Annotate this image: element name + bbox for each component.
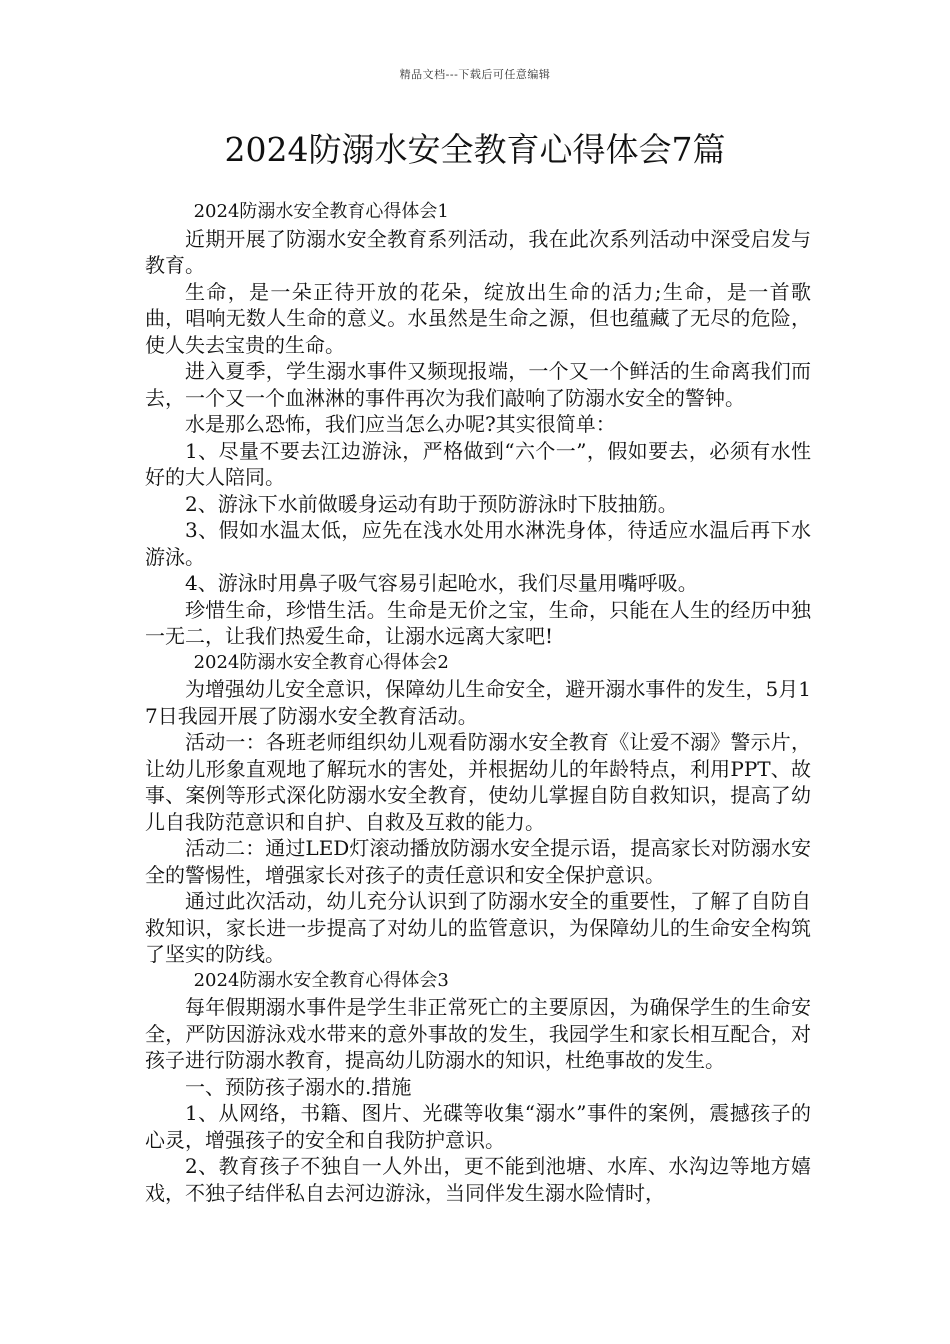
paragraph: 近期开展了防溺水安全教育系列活动，我在此次系列活动中深受启发与教育。 (145, 226, 811, 277)
header-note: 精品文档---下载后可任意编辑 (399, 68, 551, 81)
paragraph: 水是那么恐怖，我们应当怎么办呢?其实很简单： (185, 412, 616, 436)
paragraph: 通过此次活动，幼儿充分认识到了防溺水安全的重要性，了解了自防自救知识，家长进一步提高了对幼儿的监管意识，为保障幼儿的生命安全构筑了坚实的防线。 (145, 889, 811, 966)
paragraph: 活动一：各班老师组织幼儿观看防溺水安全教育《让爱不溺》警示片，让幼儿形象直观地了解玩水的害处，并根据幼儿的年龄特点，利用PPT、故事、案例等形式深化防溺水安全教育，使幼儿掌握自防自救知识，提高了幼儿自我防范意识和自护、自救及互救的能力。 (145, 730, 811, 834)
list-item: 4、游泳时用鼻子吸气容易引起呛水，我们尽量用嘴呼吸。 (185, 571, 698, 595)
paragraph: 珍惜生命，珍惜生活。生命是无价之宝，生命，只能在人生的经历中独一无二，让我们热爱生命，让溺水远离大家吧! (145, 597, 811, 648)
list-item: 1、尽量不要去江边游泳，严格做到“六个一”，假如要去，必须有水性好的大人陪同。 (145, 438, 811, 489)
paragraph: 每年假期溺水事件是学生非正常死亡的主要原因，为确保学生的生命安全，严防因游泳戏水带来的意外事故的发生，我园学生和家长相互配合，对孩子进行防溺水教育，提高幼儿防溺水的知识，杜绝事故的发生。 (145, 995, 811, 1072)
section-heading-2: 2024防溺水安全教育心得体会2 (193, 651, 449, 673)
section-heading-3: 2024防溺水安全教育心得体会3 (193, 969, 449, 991)
document-body (145, 199, 811, 1206)
list-item: 2、游泳下水前做暖身运动有助于预防游泳时下肢抽筋。 (185, 491, 678, 516)
paragraph: 进入夏季，学生溺水事件又频现报端，一个又一个鲜活的生命离我们而去，一个又一个血淋淋的事件再次为我们敲响了防溺水安全的警钟。 (145, 359, 811, 410)
subsection-heading: 一、预防孩子溺水的.措施 (185, 1074, 412, 1099)
document-title: 2024防溺水安全教育心得体会7篇 (224, 130, 726, 169)
list-item: 3、假如水温太低，应先在浅水处用水淋洗身体，待适应水温后再下水游泳。 (145, 518, 811, 569)
list-item: 2、教育孩子不独自一人外出，更不能到池塘、水库、水沟边等地方嬉戏，不独子结伴私自去河边游泳，当同伴发生溺水险情时， (145, 1154, 811, 1205)
list-item: 1、从网络，书籍、图片、光碟等收集“溺水”事件的案例，震撼孩子的心灵，增强孩子的安全和自我防护意识。 (145, 1101, 811, 1152)
section-heading-1: 2024防溺水安全教育心得体会1 (193, 201, 449, 222)
paragraph: 为增强幼儿安全意识，保障幼儿生命安全，避开溺水事件的发生，5月17日我园开展了防溺水安全教育活动。 (145, 677, 811, 728)
paragraph: 生命，是一朵正待开放的花朵，绽放出生命的活力;生命，是一首歌曲，唱响无数人生命的意义。水虽然是生命之源，但也蕴藏了无尽的危险，使人失去宝贵的生命。 (145, 279, 811, 357)
paragraph: 活动二：通过LED灯滚动播放防溺水安全提示语，提高家长对防溺水安全的警惕性，增强家长对孩子的责任意识和安全保护意识。 (145, 836, 811, 887)
